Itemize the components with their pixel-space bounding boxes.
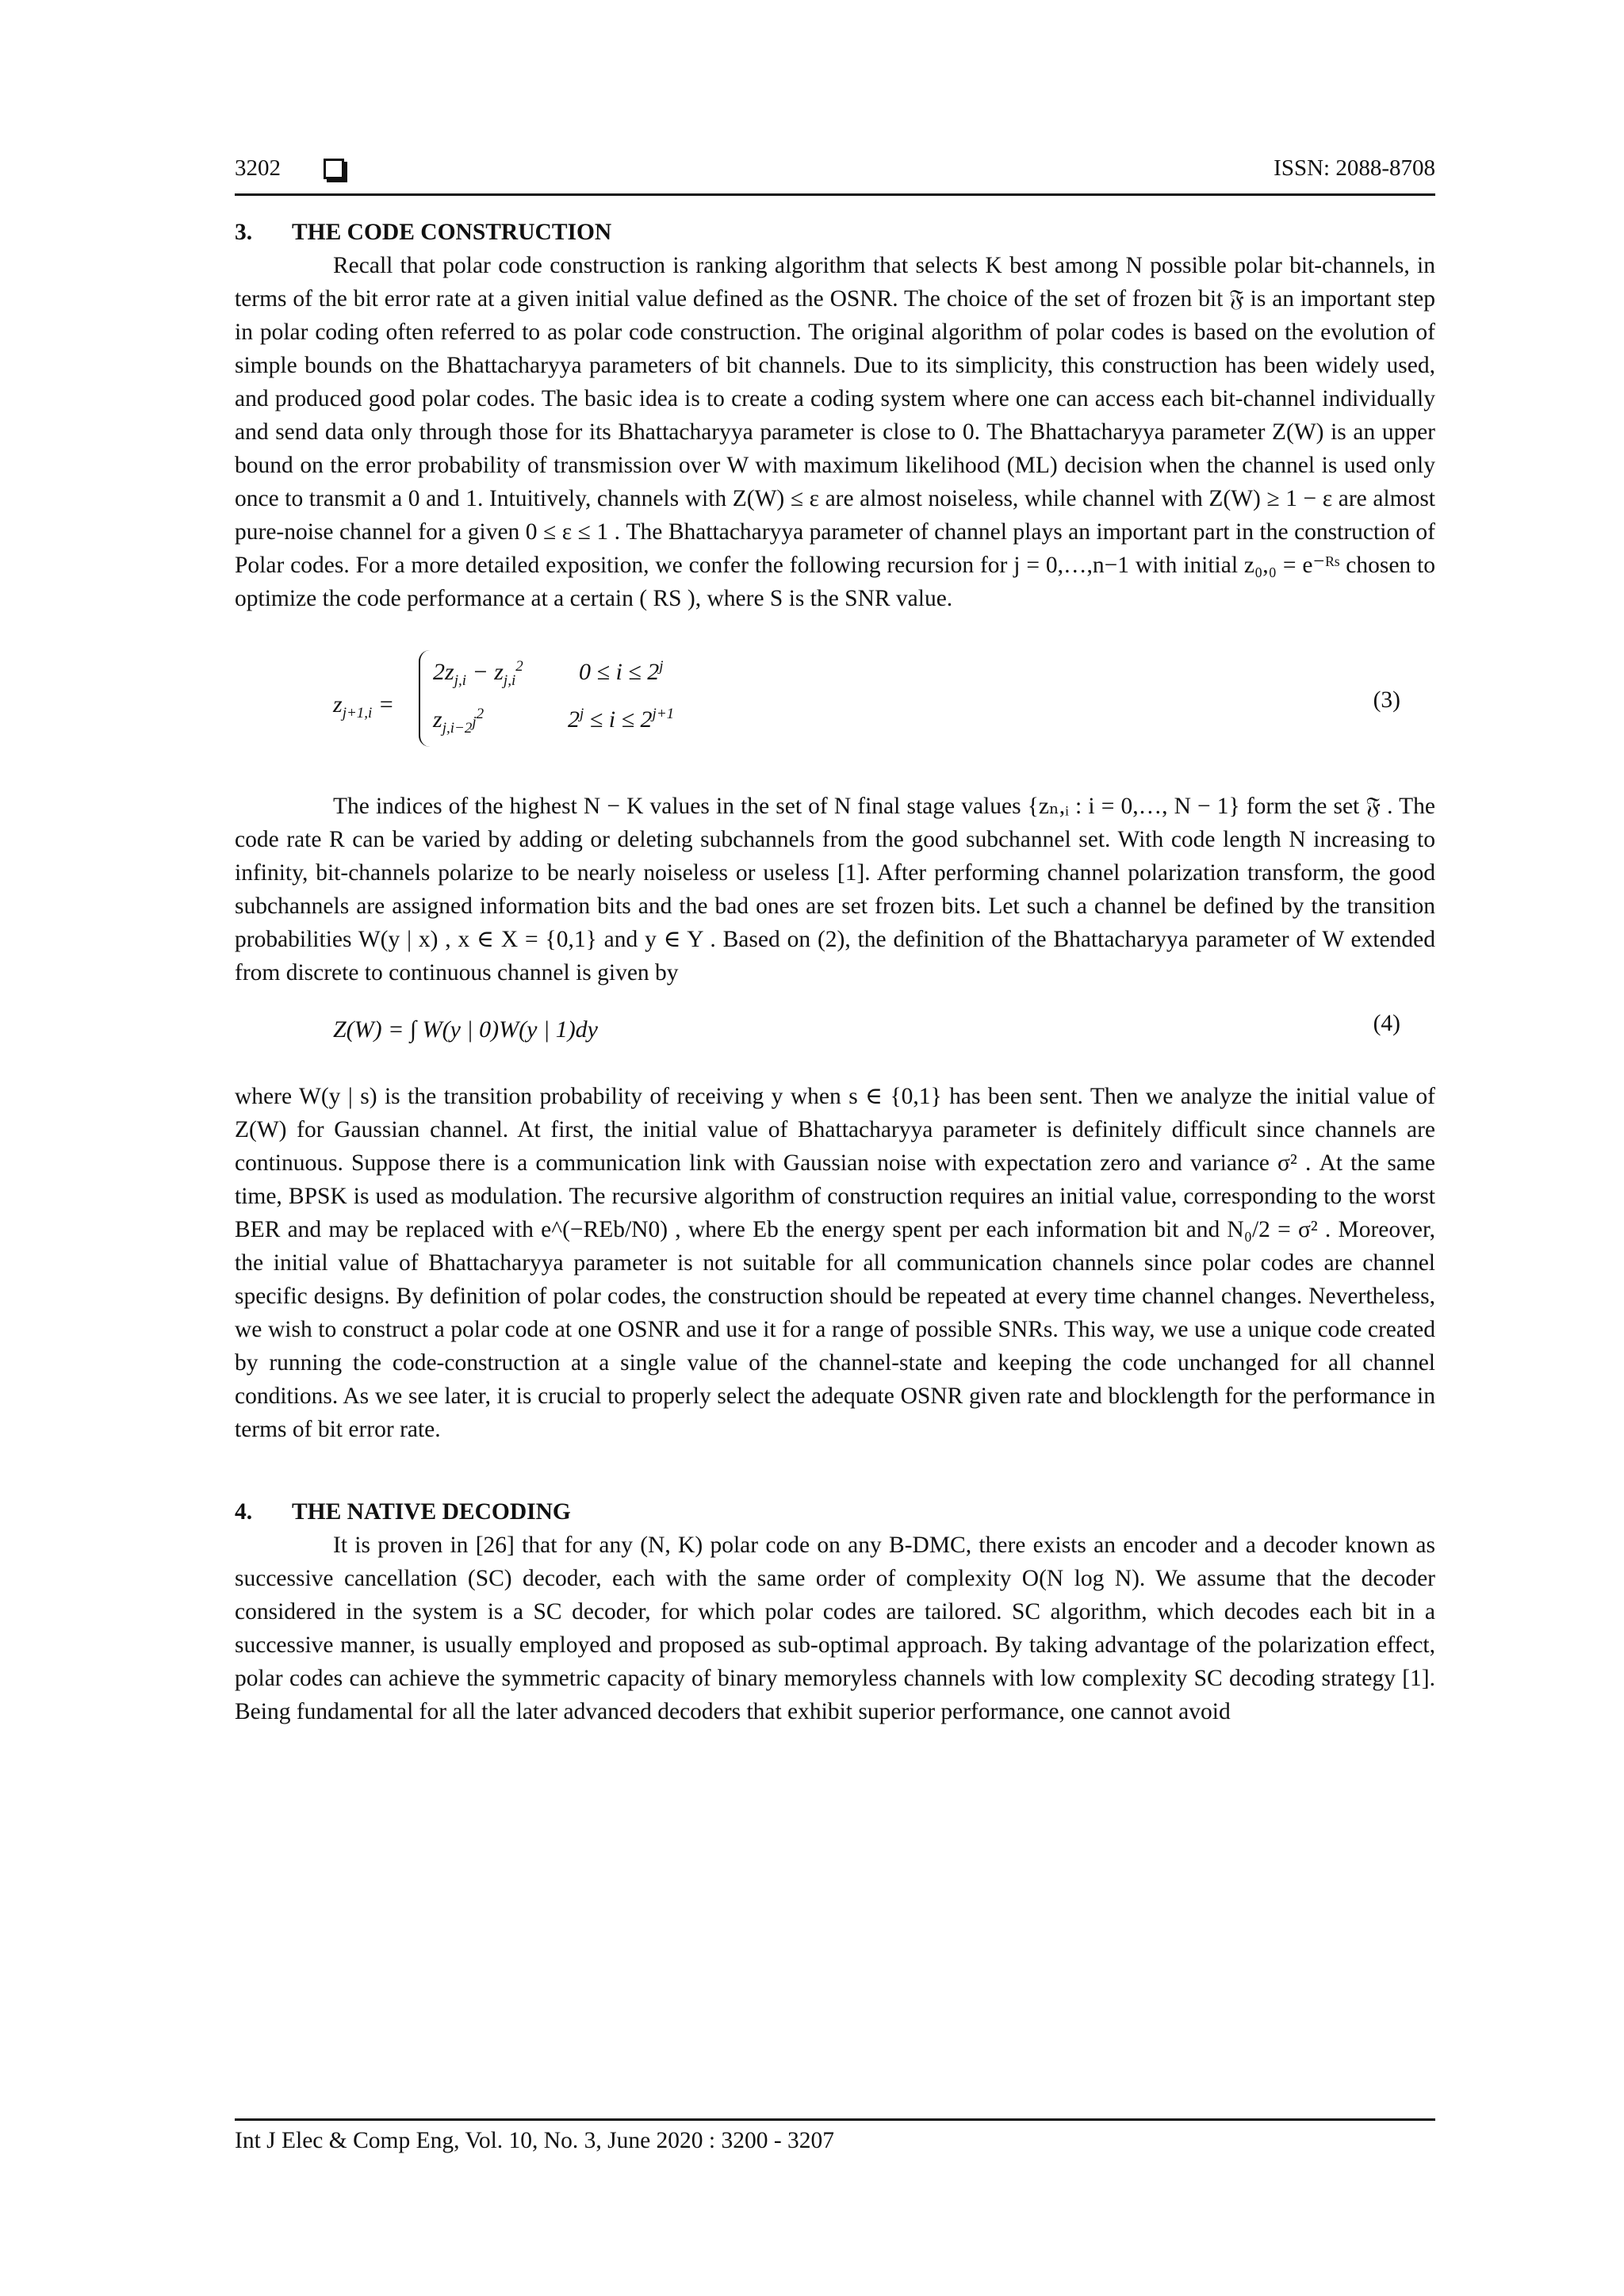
section-gap bbox=[235, 1446, 1435, 1495]
equation-case-1: $2z_{j,i} - z_{j,i}^2$ bbox=[433, 658, 523, 689]
issn: ISSN: 2088-8708 bbox=[1274, 155, 1435, 181]
section-title: THE NATIVE DECODING bbox=[292, 1499, 571, 1525]
page-number: 3202 bbox=[235, 155, 281, 181]
section-number: 4. bbox=[235, 1499, 253, 1525]
equation-case-2: $z_{j,i-2^j}^2$ bbox=[433, 706, 485, 737]
equation-3 bbox=[235, 644, 1435, 771]
equation-number: (4) bbox=[1373, 1011, 1400, 1036]
header-rule bbox=[235, 193, 1435, 196]
section-heading-3 bbox=[235, 216, 1435, 249]
brace bbox=[419, 650, 431, 747]
page bbox=[235, 0, 1435, 2296]
page-header bbox=[235, 155, 1435, 190]
equation-lhs: Z(W) = ∫ W(y | 0)W(y | 1)dy bbox=[333, 1016, 598, 1043]
equation-number: (3) bbox=[1373, 687, 1400, 713]
footer-rule bbox=[235, 2118, 1435, 2121]
section-heading-4 bbox=[235, 1495, 1435, 1529]
equation-lhs: $z_{j+1,i}$ = bbox=[333, 691, 395, 721]
equation-case-2-condition: $2^j \le i \le 2^{j+1}$ bbox=[568, 706, 675, 733]
section-title: THE CODE CONSTRUCTION bbox=[292, 220, 612, 245]
paragraph: The indices of the highest N − K values in the set of N final stage values {zₙ,ᵢ : i = 0,…, N − 1} form the set 𝔉 . The code rate R can be varied by adding or deleting subchannels from the good subchannel set. With code length N increasing to infinity, bit-channels polarize to be nearly noiseless or useless [1]. After performing channel polarization transform, the good subchannels are assigned information bits and the bad ones are set frozen bits. Let such a channel be defined by the transition probabilities W(y | x) , x ∈ X = {0,1} and y ∈ Y . Based on (2), the definition of the Bhattacharyya parameter of W extended from discrete to continuous channel is given by bbox=[235, 794, 1435, 985]
paragraph: Recall that polar code construction is ranking algorithm that selects K best among N possible polar bit-channels, in terms of the bit error rate at a given initial value defined as the OSNR. The choice of the set of frozen bit 𝔉 is an important step in polar coding often referred to as polar code construction. The original algorithm of polar codes is based on the evolution of simple bounds on the Bhattacharyya parameters of bit channels. Due to its simplicity, this construction has been widely used, and produced good polar codes. The basic idea is to create a coding system where one can access each bit-channel individually and send data only through those for its Bhattacharyya parameter is close to 0. The Bhattacharyya parameter Z(W) is an upper bound on the error probability of transmission over W with maximum likelihood (ML) decision when the channel is used only once to transmit a 0 and 1. Intuitively, channels with Z(W) ≤ ε are almost noiseless, while channel with Z(W) ≥ 1 − ε are almost pure-noise channel for a given 0 ≤ ε ≤ 1 . The Bhattacharyya parameter of channel plays an important part in the construction of Polar codes. For a more detailed exposition, we confer the following recursion for j = 0,…,n−1 with initial z₀,₀ = e⁻ᴿˢ chosen to optimize the code performance at a certain ( RS ), where S is the SNR value. bbox=[235, 253, 1435, 611]
square-bullet-icon bbox=[324, 159, 344, 179]
equation-4 bbox=[235, 1004, 1435, 1051]
body-content bbox=[235, 216, 1435, 1728]
section-number: 3. bbox=[235, 220, 253, 245]
footer-citation: Int J Elec & Comp Eng, Vol. 10, No. 3, June 2020 : 3200 - 3207 bbox=[235, 2128, 835, 2153]
equation-case-1-condition: $0 \le i \le 2^j$ bbox=[579, 658, 664, 685]
paragraph: where W(y | s) is the transition probability of receiving y when s ∈ {0,1} has been sent. Then we analyze the initial value of Z(W) for Gaussian channel. At first, the initial value of Bhattacharyya parameter is definitely difficult since channels are continuous. Suppose there is a communication link with Gaussian noise with expectation zero and variance σ² . At the same time, BPSK is used as modulation. The recursive algorithm of construction requires an initial value, corresponding to the worst BER and may be replaced with e^(−REb/N0) , where Eb the energy spent per each information bit and N₀/2 = σ² . Moreover, the initial value of Bhattacharyya parameter is not suitable for all communication channels since polar codes are channel specific designs. By definition of polar codes, the construction should be repeated at every time channel changes. Nevertheless, we wish to construct a polar code at one OSNR and use it for a range of possible SNRs. This way, we use a unique code created by running the code-construction at a single value of the channel-state and keeping the code unchanged for all channel conditions. As we see later, it is crucial to properly select the adequate OSNR given rate and blocklength for the performance in terms of bit error rate. bbox=[235, 1084, 1435, 1442]
paragraph: It is proven in [26] that for any (N, K) polar code on any B-DMC, there exists an encoder and a decoder known as successive cancellation (SC) decoder, each with the same order of complexity O(N log N). We assume that the decoder considered in the system is a SC decoder, for which polar codes are tailored. SC algorithm, which decodes each bit in a successive manner, is usually employed and proposed as sub-optimal approach. By taking advantage of the polarization effect, polar codes can achieve the symmetric capacity of binary memoryless channels with low complexity SC decoding strategy [1]. Being fundamental for all the later advanced decoders that exhibit superior performance, one cannot avoid bbox=[235, 1533, 1435, 1724]
